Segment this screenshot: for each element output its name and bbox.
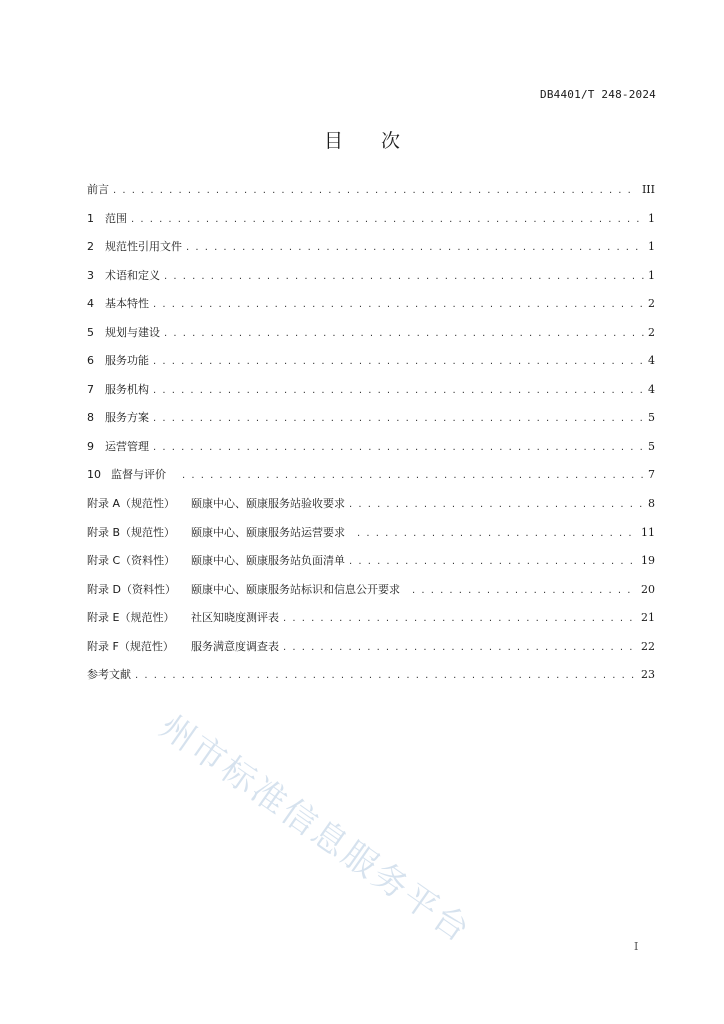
toc-page-number: 5 bbox=[648, 411, 655, 425]
toc-label: 颐康中心、颐康服务站负面清单 bbox=[191, 554, 345, 568]
toc-number: 2 bbox=[87, 240, 94, 254]
toc-label: 参考文献 bbox=[87, 668, 131, 682]
toc-number: 1 bbox=[87, 211, 94, 225]
annex-tag: 附录 F（规范性） bbox=[87, 639, 174, 653]
toc-entry-annex-c[interactable] bbox=[87, 552, 655, 581]
toc-entry-annex-e[interactable] bbox=[87, 609, 655, 638]
toc-label: 前言 bbox=[87, 183, 109, 196]
toc-leader bbox=[283, 613, 637, 624]
page-number: I bbox=[634, 940, 639, 953]
toc-label: 范围 bbox=[105, 211, 127, 225]
page-title bbox=[0, 126, 724, 153]
toc-page-number: 1 bbox=[648, 268, 655, 282]
toc-number: 9 bbox=[87, 439, 94, 453]
toc-leader bbox=[153, 356, 644, 367]
toc-page-number: 8 bbox=[648, 497, 655, 511]
toc-entry-foreword[interactable] bbox=[87, 181, 655, 210]
toc-leader bbox=[357, 528, 637, 539]
toc-entry-5[interactable] bbox=[87, 324, 655, 353]
toc-number: 10 bbox=[87, 468, 101, 482]
annex-tag: 附录 A（规范性） bbox=[87, 497, 176, 511]
toc-number: 7 bbox=[87, 382, 94, 396]
toc-leader bbox=[283, 642, 637, 653]
toc-page-number: 23 bbox=[641, 668, 655, 682]
toc-label: 术语和定义 bbox=[105, 268, 160, 282]
toc-leader bbox=[182, 470, 644, 481]
toc-leader bbox=[153, 299, 644, 310]
title-char-2: 次 bbox=[381, 130, 401, 152]
toc-entry-9[interactable] bbox=[87, 438, 655, 467]
toc-leader bbox=[135, 670, 637, 681]
toc-entry-references[interactable] bbox=[87, 666, 655, 695]
toc-number: 6 bbox=[87, 354, 94, 368]
toc-page-number: 7 bbox=[648, 468, 655, 482]
title-char-1: 目 bbox=[323, 130, 343, 152]
toc-entry-annex-d[interactable] bbox=[87, 581, 655, 610]
table-of-contents bbox=[87, 181, 655, 695]
toc-page-number: 19 bbox=[641, 554, 655, 568]
toc-page-number: 4 bbox=[648, 354, 655, 368]
toc-leader bbox=[131, 214, 644, 225]
toc-entry-1[interactable] bbox=[87, 210, 655, 239]
toc-entry-7[interactable] bbox=[87, 381, 655, 410]
toc-page-number: 1 bbox=[648, 240, 655, 254]
watermark: 州市标准信息服务平台 bbox=[152, 706, 479, 952]
toc-label: 颐康中心、颐康服务站标识和信息公开要求 bbox=[191, 582, 400, 596]
toc-entry-annex-b[interactable] bbox=[87, 524, 655, 553]
toc-entry-10[interactable] bbox=[87, 466, 655, 495]
toc-label: 社区知晓度测评表 bbox=[191, 611, 279, 625]
toc-label: 监督与评价 bbox=[111, 468, 166, 482]
toc-entry-annex-a[interactable] bbox=[87, 495, 655, 524]
toc-leader bbox=[113, 185, 638, 196]
toc-leader bbox=[349, 556, 637, 567]
toc-entry-annex-f[interactable] bbox=[87, 638, 655, 667]
toc-leader bbox=[164, 271, 644, 282]
toc-page-number: 2 bbox=[648, 325, 655, 339]
toc-page-number: 4 bbox=[648, 382, 655, 396]
toc-label: 服务功能 bbox=[105, 354, 149, 368]
annex-tag: 附录 E（规范性） bbox=[87, 611, 175, 625]
toc-number: 8 bbox=[87, 411, 94, 425]
toc-entry-2[interactable] bbox=[87, 238, 655, 267]
toc-page-number: III bbox=[641, 183, 655, 196]
toc-page-number: 2 bbox=[648, 297, 655, 311]
toc-label: 服务方案 bbox=[105, 411, 149, 425]
annex-tag: 附录 B（规范性） bbox=[87, 525, 176, 539]
toc-label: 服务满意度调查表 bbox=[191, 639, 279, 653]
toc-number: 5 bbox=[87, 325, 94, 339]
standard-code: DB4401/T 248-2024 bbox=[540, 88, 656, 101]
toc-entry-4[interactable] bbox=[87, 295, 655, 324]
toc-leader bbox=[186, 242, 644, 253]
toc-page-number: 21 bbox=[641, 611, 655, 625]
annex-tag: 附录 D（资料性） bbox=[87, 582, 176, 596]
toc-page-number: 11 bbox=[641, 525, 655, 539]
toc-leader bbox=[153, 413, 644, 424]
toc-leader bbox=[153, 385, 644, 396]
toc-label: 规划与建设 bbox=[105, 325, 160, 339]
toc-leader bbox=[349, 499, 644, 510]
toc-entry-8[interactable] bbox=[87, 409, 655, 438]
toc-page-number: 5 bbox=[648, 439, 655, 453]
toc-label: 服务机构 bbox=[105, 382, 149, 396]
toc-number: 4 bbox=[87, 297, 94, 311]
toc-entry-6[interactable] bbox=[87, 352, 655, 381]
toc-label: 运营管理 bbox=[105, 439, 149, 453]
toc-label: 规范性引用文件 bbox=[105, 240, 182, 254]
toc-entry-3[interactable] bbox=[87, 267, 655, 296]
toc-page-number: 20 bbox=[641, 582, 655, 596]
toc-page-number: 1 bbox=[648, 211, 655, 225]
toc-number: 3 bbox=[87, 268, 94, 282]
toc-leader bbox=[164, 328, 644, 339]
toc-label: 基本特性 bbox=[105, 297, 149, 311]
annex-tag: 附录 C（资料性） bbox=[87, 554, 176, 568]
toc-leader bbox=[412, 585, 637, 596]
toc-page-number: 22 bbox=[641, 639, 655, 653]
toc-label: 颐康中心、颐康服务站验收要求 bbox=[191, 497, 345, 511]
toc-label: 颐康中心、颐康服务站运营要求 bbox=[191, 525, 345, 539]
toc-leader bbox=[153, 442, 644, 453]
